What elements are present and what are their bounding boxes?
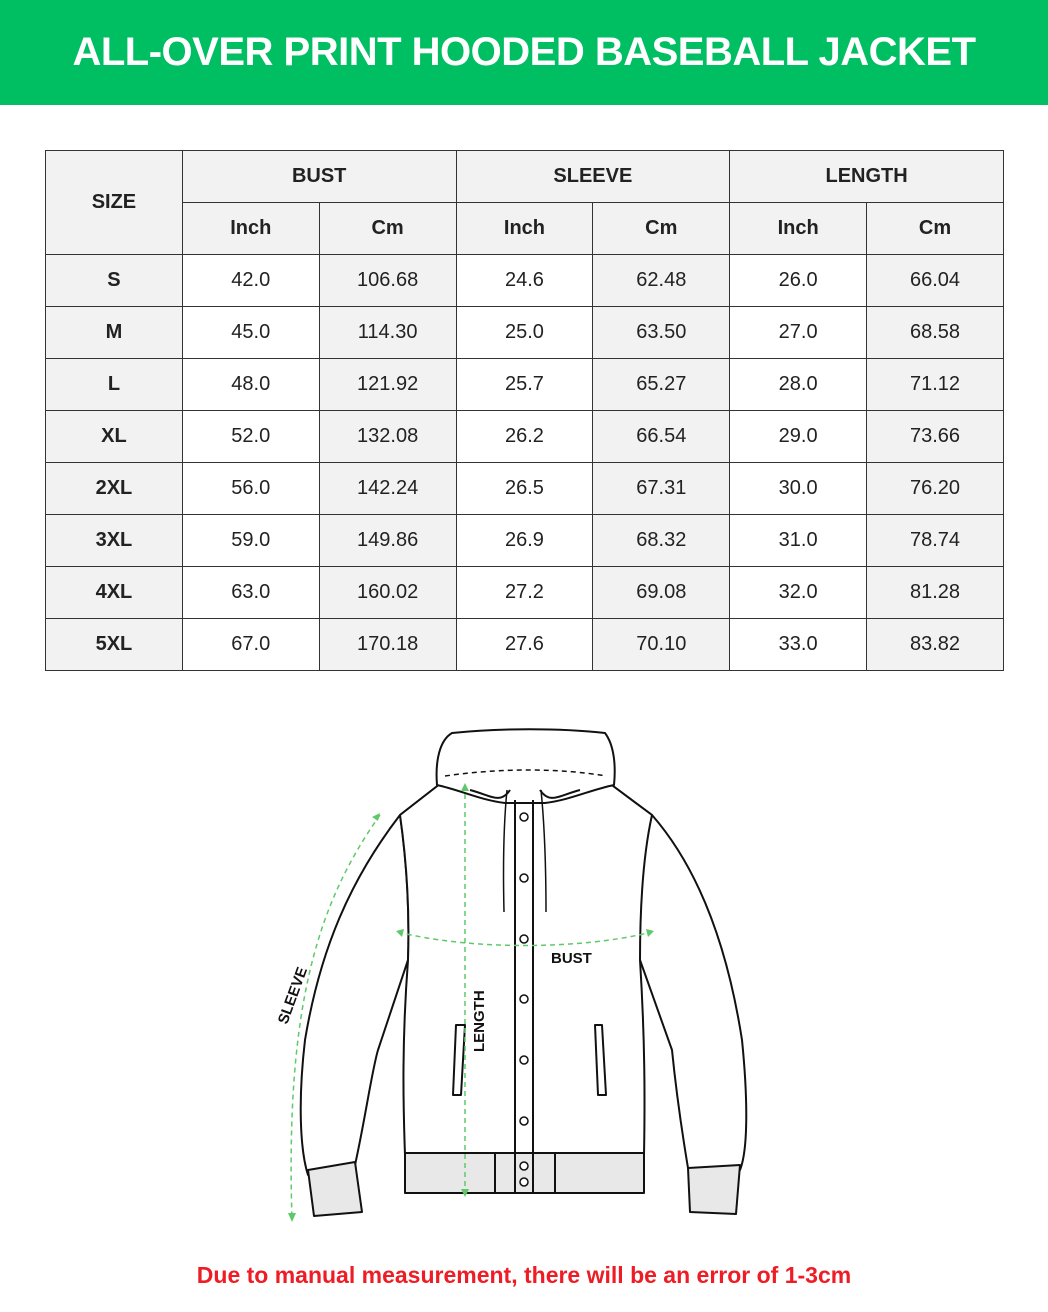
table-row	[46, 567, 1004, 619]
measurement-note: Due to manual measurement, there will be an error of 1-3cm	[196, 1262, 852, 1288]
value-cell: 52.0	[182, 411, 319, 463]
value-cell: 63.50	[593, 307, 730, 359]
right-cuff	[688, 1165, 740, 1214]
value-cell: 170.18	[319, 619, 456, 671]
value-cell: 67.31	[593, 463, 730, 515]
page-title: ALL-OVER PRINT HOODED BASEBALL JACKET	[0, 0, 1048, 105]
value-cell: 42.0	[182, 255, 319, 307]
sleeve-label: SLEEVE	[274, 964, 312, 1027]
value-cell: 27.2	[456, 567, 593, 619]
table-row	[46, 359, 1004, 411]
value-cell: 59.0	[182, 515, 319, 567]
value-cell: 65.27	[593, 359, 730, 411]
table-row	[46, 619, 1004, 671]
length-label: LENGTH	[471, 990, 488, 1052]
unit-header: Cm	[867, 203, 1004, 255]
value-cell: 67.0	[182, 619, 319, 671]
size-cell: M	[46, 307, 183, 359]
value-cell: 132.08	[319, 411, 456, 463]
value-cell: 142.24	[319, 463, 456, 515]
value-cell: 26.2	[456, 411, 593, 463]
value-cell: 32.0	[730, 567, 867, 619]
value-cell: 106.68	[319, 255, 456, 307]
hood	[437, 729, 615, 803]
value-cell: 45.0	[182, 307, 319, 359]
value-cell: 71.12	[867, 359, 1004, 411]
value-cell: 68.58	[867, 307, 1004, 359]
size-cell: 4XL	[46, 567, 183, 619]
unit-header: Inch	[456, 203, 593, 255]
value-cell: 27.6	[456, 619, 593, 671]
value-cell: 66.54	[593, 411, 730, 463]
value-cell: 73.66	[867, 411, 1004, 463]
size-cell: 2XL	[46, 463, 183, 515]
value-cell: 27.0	[730, 307, 867, 359]
unit-header: Inch	[182, 203, 319, 255]
size-cell: L	[46, 359, 183, 411]
value-cell: 63.0	[182, 567, 319, 619]
value-cell: 149.86	[319, 515, 456, 567]
value-cell: 66.04	[867, 255, 1004, 307]
value-cell: 26.9	[456, 515, 593, 567]
jacket-body	[400, 780, 652, 1155]
value-cell: 29.0	[730, 411, 867, 463]
table-row	[46, 411, 1004, 463]
size-cell: XL	[46, 411, 183, 463]
value-cell: 69.08	[593, 567, 730, 619]
bust-header: BUST	[182, 151, 456, 203]
value-cell: 26.0	[730, 255, 867, 307]
value-cell: 48.0	[182, 359, 319, 411]
value-cell: 114.30	[319, 307, 456, 359]
table-row	[46, 307, 1004, 359]
table-row	[46, 463, 1004, 515]
value-cell: 83.82	[867, 619, 1004, 671]
unit-header: Inch	[730, 203, 867, 255]
value-cell: 30.0	[730, 463, 867, 515]
value-cell: 26.5	[456, 463, 593, 515]
unit-header: Cm	[319, 203, 456, 255]
table-row	[46, 515, 1004, 567]
value-cell: 62.48	[593, 255, 730, 307]
value-cell: 33.0	[730, 619, 867, 671]
value-cell: 25.0	[456, 307, 593, 359]
size-cell: 3XL	[46, 515, 183, 567]
sleeve-header: SLEEVE	[456, 151, 730, 203]
bust-label: BUST	[551, 950, 592, 967]
value-cell: 76.20	[867, 463, 1004, 515]
value-cell: 81.28	[867, 567, 1004, 619]
value-cell: 28.0	[730, 359, 867, 411]
size-cell: S	[46, 255, 183, 307]
value-cell: 24.6	[456, 255, 593, 307]
value-cell: 78.74	[867, 515, 1004, 567]
table-row	[46, 255, 1004, 307]
left-cuff	[308, 1162, 362, 1216]
size-cell: 5XL	[46, 619, 183, 671]
size-header: SIZE	[46, 151, 183, 255]
value-cell: 68.32	[593, 515, 730, 567]
value-cell: 56.0	[182, 463, 319, 515]
unit-header: Cm	[593, 203, 730, 255]
value-cell: 70.10	[593, 619, 730, 671]
size-chart-table	[45, 150, 1004, 671]
value-cell: 160.02	[319, 567, 456, 619]
jacket-diagram	[0, 700, 1048, 1240]
value-cell: 25.7	[456, 359, 593, 411]
length-header: LENGTH	[730, 151, 1004, 203]
waistband	[405, 1153, 644, 1193]
value-cell: 121.92	[319, 359, 456, 411]
value-cell: 31.0	[730, 515, 867, 567]
